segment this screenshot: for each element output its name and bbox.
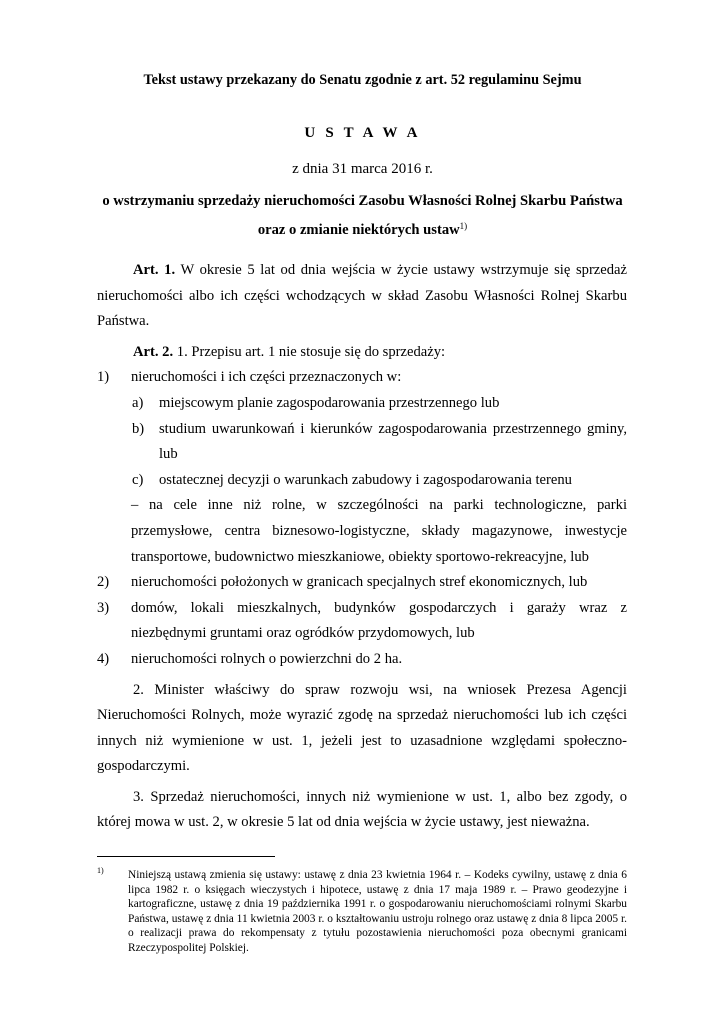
act-title: U S T A W A [304, 125, 421, 141]
list-item-number: 4) [97, 650, 110, 667]
footnote-separator [97, 856, 275, 857]
article-2-paragraph-3: 3. Sprzedaż nieruchomości, innych niż wymienione w ust. 1, albo bez zgody, o której mowa w ust. 2, w okresie 5 lat od dnia wejścia w życie ustawy, jest nieważna. [97, 788, 627, 831]
list-item-number: 1) [97, 369, 110, 386]
list-item-text: nieruchomości i ich części przeznaczonych w: [131, 369, 402, 386]
list-item [97, 596, 627, 647]
act-body [97, 258, 627, 841]
act-date: z dnia 31 marca 2016 r. [292, 161, 433, 177]
sub-item-letter: b) [132, 420, 145, 437]
footnote [97, 868, 627, 955]
article-2-intro [97, 340, 627, 366]
sub-item [97, 417, 627, 468]
article-1-label: Art. 1. [133, 262, 176, 278]
sub-item [97, 391, 627, 417]
footnote-mark: 1) [97, 866, 104, 875]
act-subject [95, 189, 630, 243]
article-2-label: Art. 2. [133, 343, 174, 360]
article-2-intro-text: 1. Przepisu art. 1 nie stosuje się do sprzedaży: [176, 343, 446, 360]
article-1-text: W okresie 5 lat od dnia wejścia w życie ustawy wstrzymuje się sprzedaż nieruchomości albo ich części wchodzących w skład Zasobu Własności Rolnej Skarbu Państwa. [97, 262, 628, 330]
list-item-number: 2) [97, 574, 110, 591]
list-item [97, 365, 627, 391]
act-subject-line2 [95, 214, 630, 243]
sub-item [97, 468, 627, 494]
sub-item-letter: a) [132, 394, 144, 411]
list-item-text: nieruchomości rolnych o powierzchni do 2 ha. [131, 650, 403, 667]
list-item [97, 647, 627, 673]
sub-item-text: studium uwarunkowań i kierunków zagospodarowania przestrzennego gminy, lub [159, 420, 627, 463]
list-item-number: 3) [97, 599, 110, 616]
list-item-text: nieruchomości położonych w granicach specjalnych stref ekonomicznych, lub [131, 574, 588, 591]
purpose-clause: – na cele inne niż rolne, w szczególności na parki technologiczne, parki przemysłowe, centra biznesowo-logistyczne, składy magazynowe, inwestycje transportowe, budownictwo mieszkaniowe, obiekty sportowo-rekreacyjne, lub [131, 497, 627, 565]
act-subject-line1: o wstrzymaniu sprzedaży nieruchomości Zasobu Własności Rolnej Skarbu Państwa [102, 193, 623, 209]
act-subject-line2-text: oraz o zmianie niektórych ustaw [257, 222, 460, 238]
sub-item-text: ostatecznej decyzji o warunkach zabudowy i zagospodarowania terenu [159, 471, 572, 488]
footnote-reference: 1) [459, 221, 468, 231]
article-1 [97, 258, 627, 335]
sub-item-text: miejscowym planie zagospodarowania przestrzennego lub [159, 394, 500, 411]
document-header: Tekst ustawy przekazany do Senatu zgodnie z art. 52 regulaminu Sejmu [143, 72, 582, 88]
sub-item-letter: c) [132, 471, 144, 488]
article-2-paragraph-2: 2. Minister właściwy do spraw rozwoju wsi, na wniosek Prezesa Agencji Nieruchomości Rolnych, może wyrazić zgodę na sprzedaż nieruchomości lub ich części innych niż wymienione w ust. 1, jeżeli jest to uzasadnione względami społeczno-gospodarczymi. [97, 681, 627, 775]
list-item-text: domów, lokali mieszkalnych, budynków gospodarczych i garaży wraz z niezbędnymi gruntami oraz ogródków przydomowych, lub [131, 599, 627, 642]
footnote-text: Niniejszą ustawą zmienia się ustawy: ustawę z dnia 23 kwietnia 1964 r. – Kodeks cywilny, ustawę z dnia 6 lipca 1982 r. o księgach wieczystych i hipotece, ustawę z dnia 17 maja 1989 r. – Prawo geodezyjne i kartograficzne, ustawę z dnia 19 października 1991 r. o gospodarowaniu nieruchomościami rolnymi Skarbu Państwa, ustawę z dnia 11 kwietnia 2003 r. o kształtowaniu ustroju rolnego oraz ustawę z dnia 8 lipca 2005 r. o realizacji prawa do rekompensaty z tytułu pozostawienia nieruchomości poza obecnymi granicami Rzeczypospolitej Polskiej. [128, 869, 627, 954]
list-item [97, 570, 627, 596]
